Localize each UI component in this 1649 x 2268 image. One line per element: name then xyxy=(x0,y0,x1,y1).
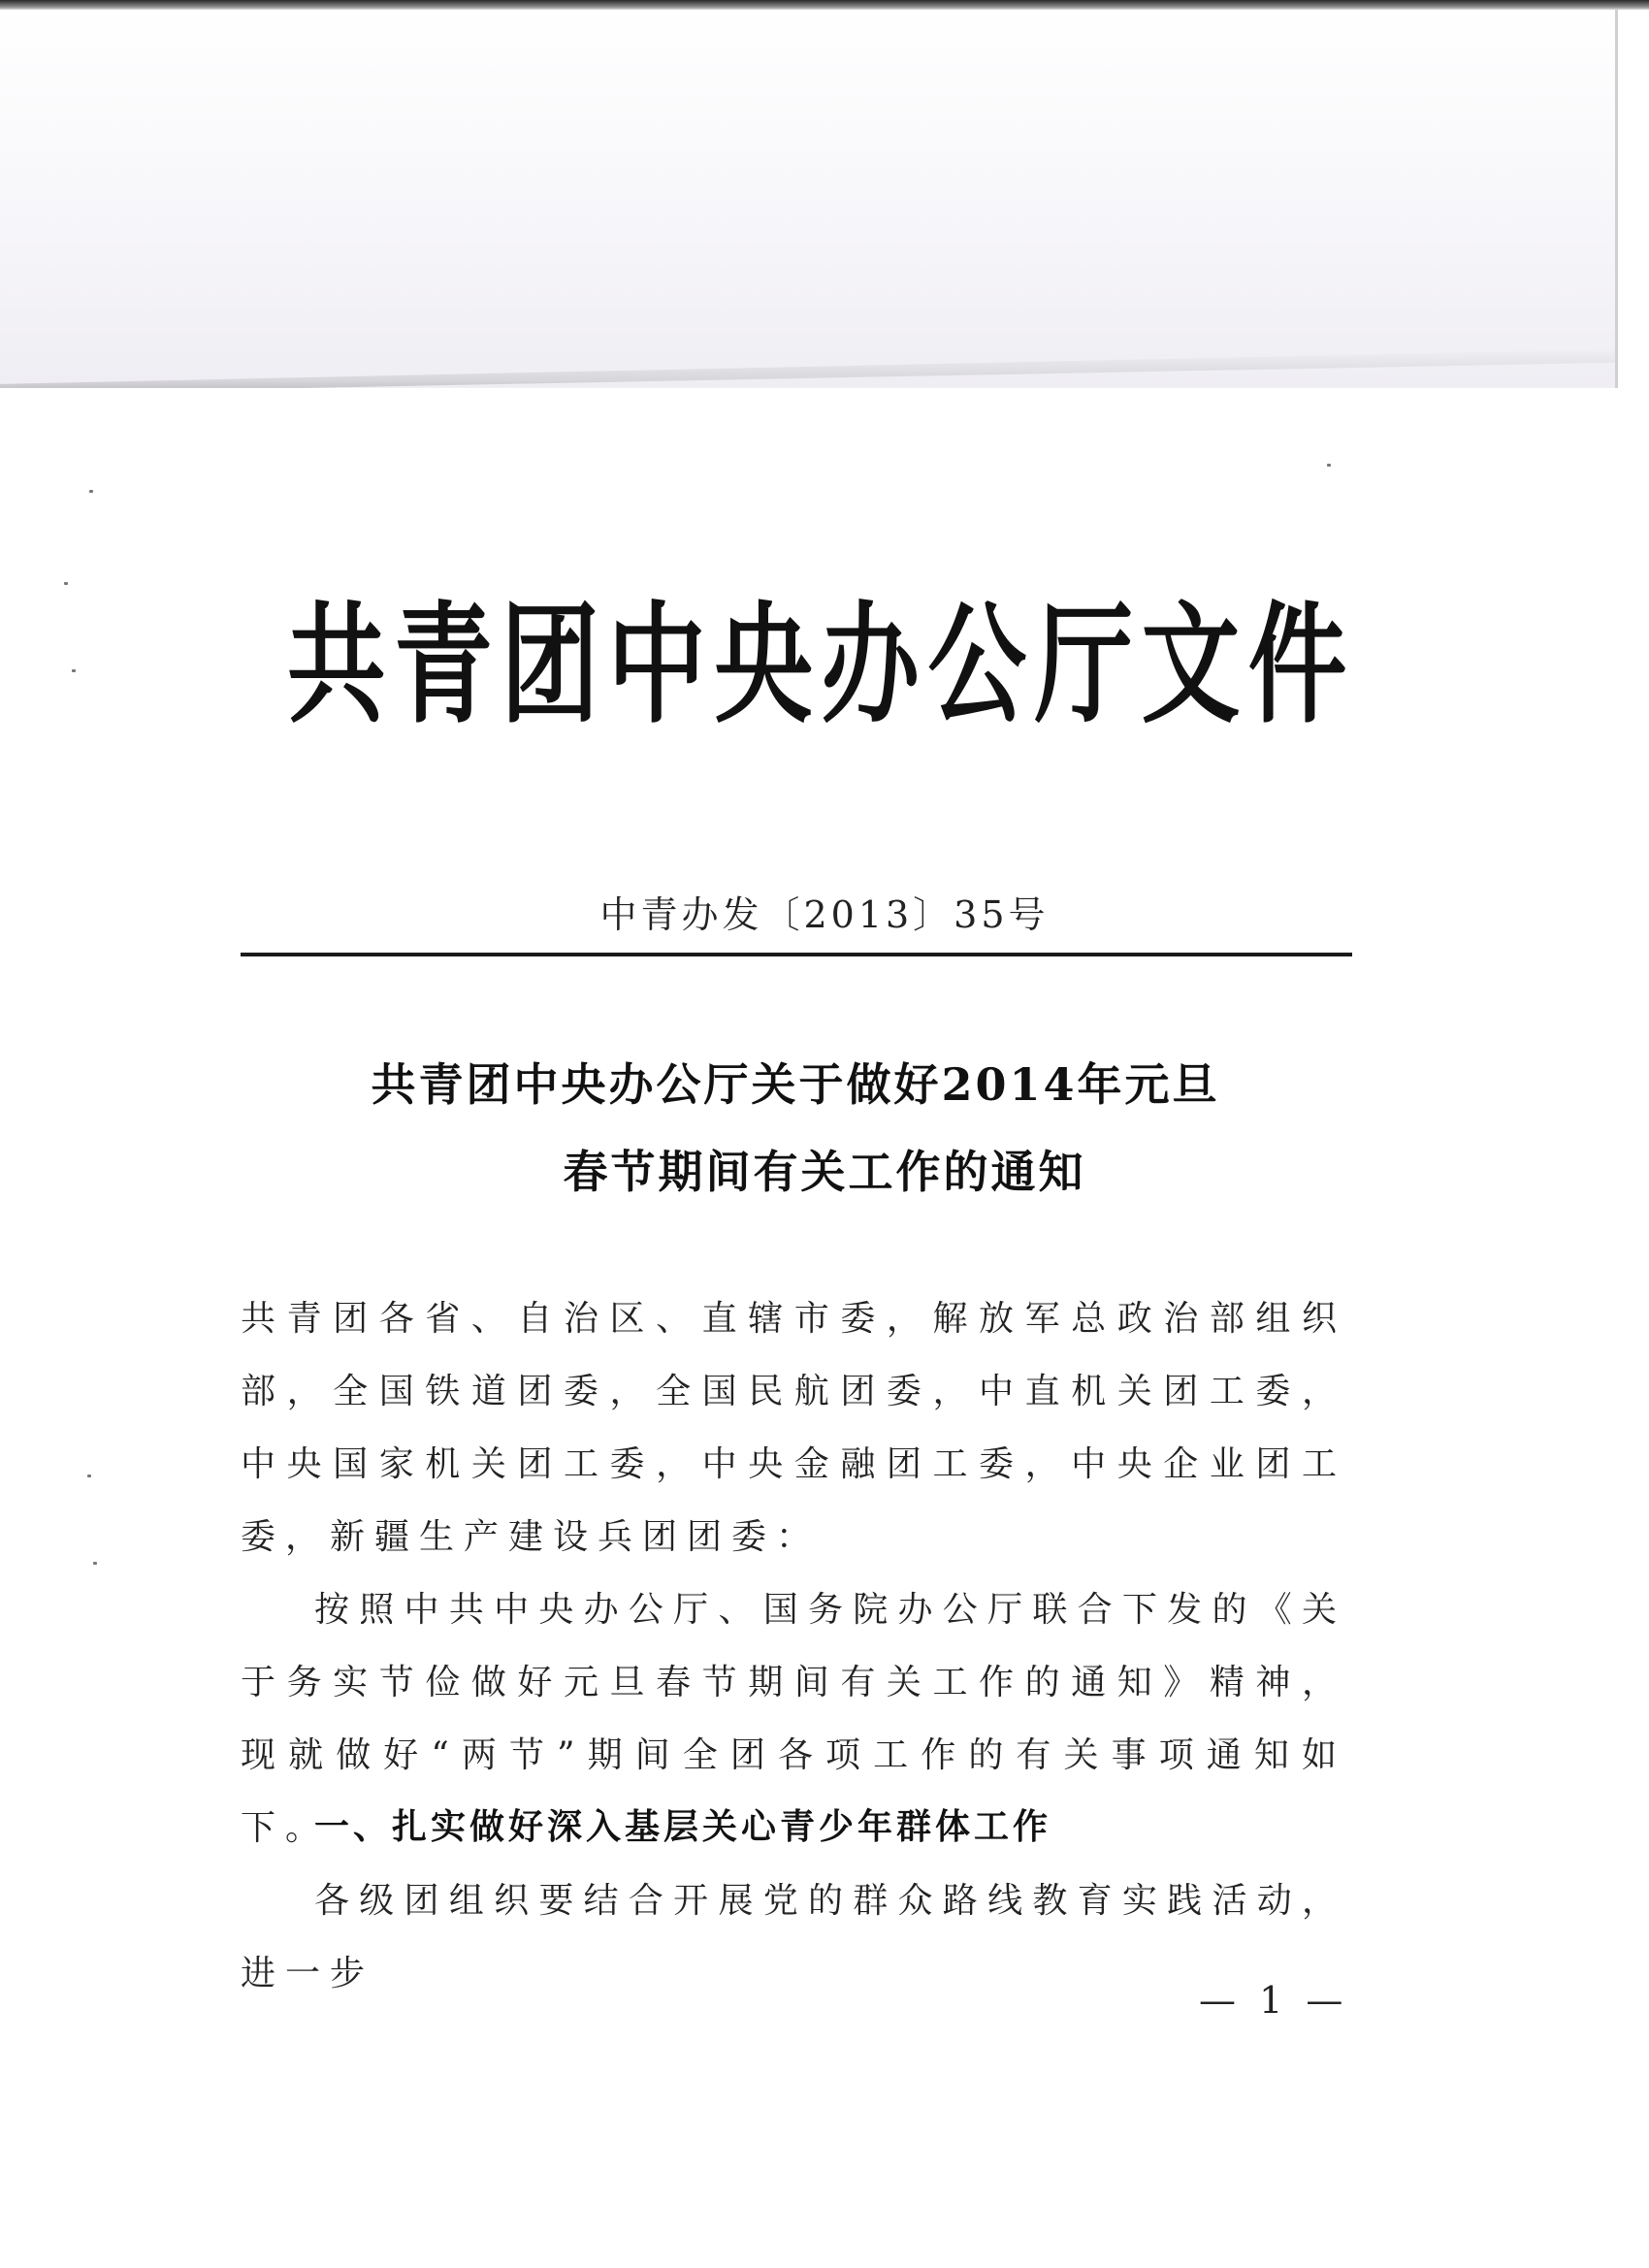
scan-speck xyxy=(87,1474,91,1477)
scan-speck xyxy=(93,1562,97,1565)
scan-speck xyxy=(72,669,76,672)
masthead-divider xyxy=(241,953,1352,956)
scan-speck xyxy=(64,582,68,585)
notice-title-line-2: 春节期间有关工作的通知 xyxy=(563,1146,1086,1198)
notice-title-line-1: 共青团中央办公厅关于做好2014年元旦 xyxy=(371,1058,1220,1111)
scan-top-edge xyxy=(0,0,1649,10)
section-1-text: 各级团组织要结合开展党的群众路线教育实践活动，进一步 xyxy=(241,1881,1346,1993)
addressee-paragraph: 共青团各省、自治区、直辖市委，解放军总政治部组织部，全国铁道团委，全国民航团委，中直机关团工委，中央国家机关团工委，中央金融团工委，中央企业团工委，新疆生产建设兵团团委： xyxy=(241,1299,1346,1557)
scan-speck xyxy=(1327,464,1331,467)
scan-speck xyxy=(89,490,93,493)
intro-paragraph: 按照中共中央办公厅、国务院办公厅联合下发的《关于务实节俭做好元旦春节期间有关工作的通知》精神，现就做好“两节”期间全团各项工作的有关事项通知如下。 xyxy=(241,1590,1346,1848)
page-number: — 1 — xyxy=(1199,1979,1349,2022)
document-number: 中青办发〔2013〕35号 xyxy=(599,893,1050,936)
section-1-heading: 一、扎实做好深入基层关心青少年群体工作 xyxy=(314,1807,1052,1847)
masthead-title: 共青团中央办公厅文件 xyxy=(287,588,1355,741)
scan-folded-flap xyxy=(0,10,1618,388)
